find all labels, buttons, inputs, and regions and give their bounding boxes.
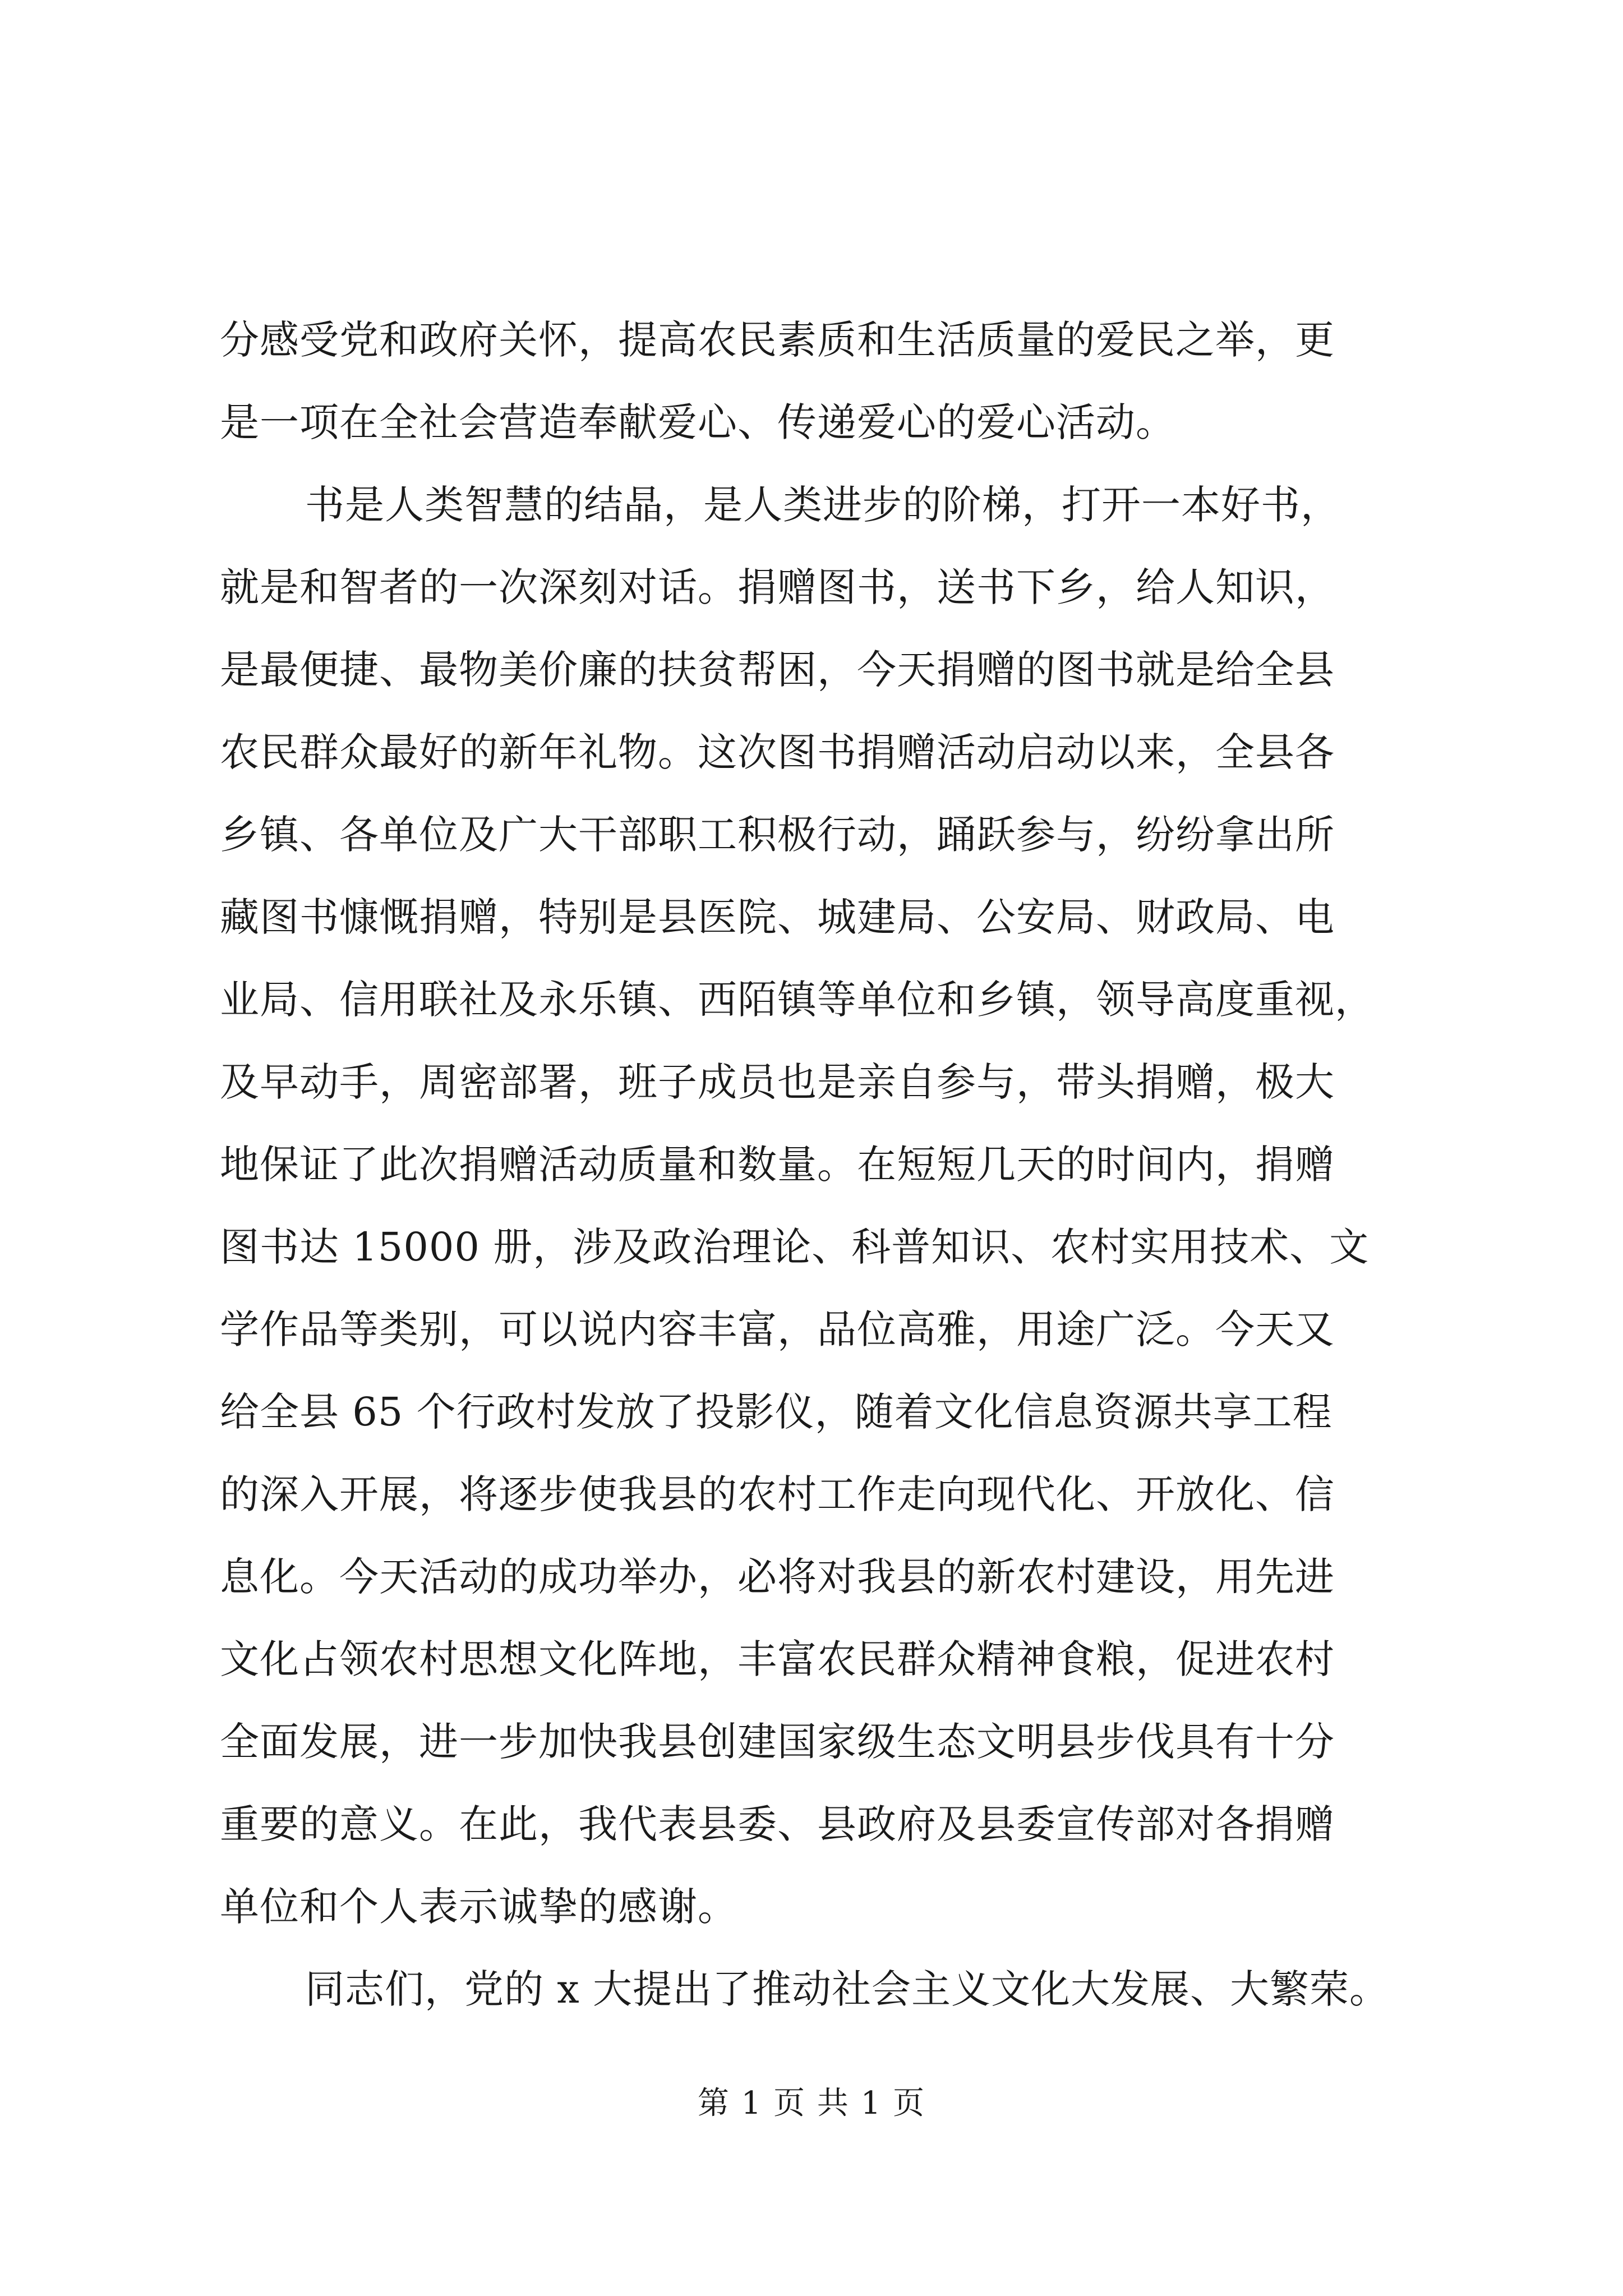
text-line: 图书达 15000 册，涉及政治理论、科普知识、农村实用技术、文 xyxy=(220,1224,1370,1270)
text-line: 息化。今天活动的成功举办，必将对我县的新农村建设，用先进 xyxy=(220,1554,1335,1600)
text-line: 学作品等类别，可以说内容丰富，品位高雅，用途广泛。今天又 xyxy=(220,1306,1335,1352)
text-line: 文化占领农村思想文化阵地，丰富农民群众精神食粮，促进农村 xyxy=(220,1636,1335,1682)
text-line: 单位和个人表示诚挚的感谢。 xyxy=(220,1884,737,1930)
text-line: 业局、信用联社及永乐镇、西陌镇等单位和乡镇，领导高度重视， xyxy=(220,977,1375,1023)
paragraph-start-line: 书是人类智慧的结晶，是人类进步的阶梯，打开一本好书， xyxy=(305,482,1340,528)
document-body xyxy=(220,299,1409,2031)
text-line: 及早动手，周密部署，班子成员也是亲自参与，带头捐赠，极大 xyxy=(220,1059,1335,1105)
text-line: 乡镇、各单位及广大干部职工积极行动，踊跃参与，纷纷拿出所 xyxy=(220,812,1335,858)
text-line: 藏图书慷慨捐赠，特别是县医院、城建局、公安局、财政局、电 xyxy=(220,894,1335,940)
page-number-label: 第 1 页 共 1 页 xyxy=(697,2085,926,2122)
paragraph-start-line: 同志们，党的 x 大提出了推动社会主义文化大发展、大繁荣。 xyxy=(305,1966,1389,2012)
text-line: 农民群众最好的新年礼物。这次图书捐赠活动启动以来，全县各 xyxy=(220,729,1335,775)
text-line: 是一项在全社会营造奉献爱心、传递爱心的爱心活动。 xyxy=(220,399,1175,445)
text-line: 给全县 65 个行政村发放了投影仪，随着文化信息资源共享工程 xyxy=(220,1389,1332,1435)
text-line: 重要的意义。在此，我代表县委、县政府及县委宣传部对各捐赠 xyxy=(220,1801,1335,1847)
text-line: 分感受党和政府关怀，提高农民素质和生活质量的爱民之举，更 xyxy=(220,317,1335,363)
text-line: 全面发展，进一步加快我县创建国家级生态文明县步伐具有十分 xyxy=(220,1719,1335,1765)
text-line: 的深入开展，将逐步使我县的农村工作走向现代化、开放化、信 xyxy=(220,1471,1335,1517)
text-line: 就是和智者的一次深刻对话。捐赠图书，送书下乡，给人知识， xyxy=(220,564,1335,610)
text-line: 地保证了此次捐赠活动质量和数量。在短短几天的时间内，捐赠 xyxy=(220,1142,1335,1188)
text-line: 是最便捷、最物美价廉的扶贫帮困，今天捐赠的图书就是给全县 xyxy=(220,647,1335,693)
page-footer xyxy=(0,2081,1623,2126)
